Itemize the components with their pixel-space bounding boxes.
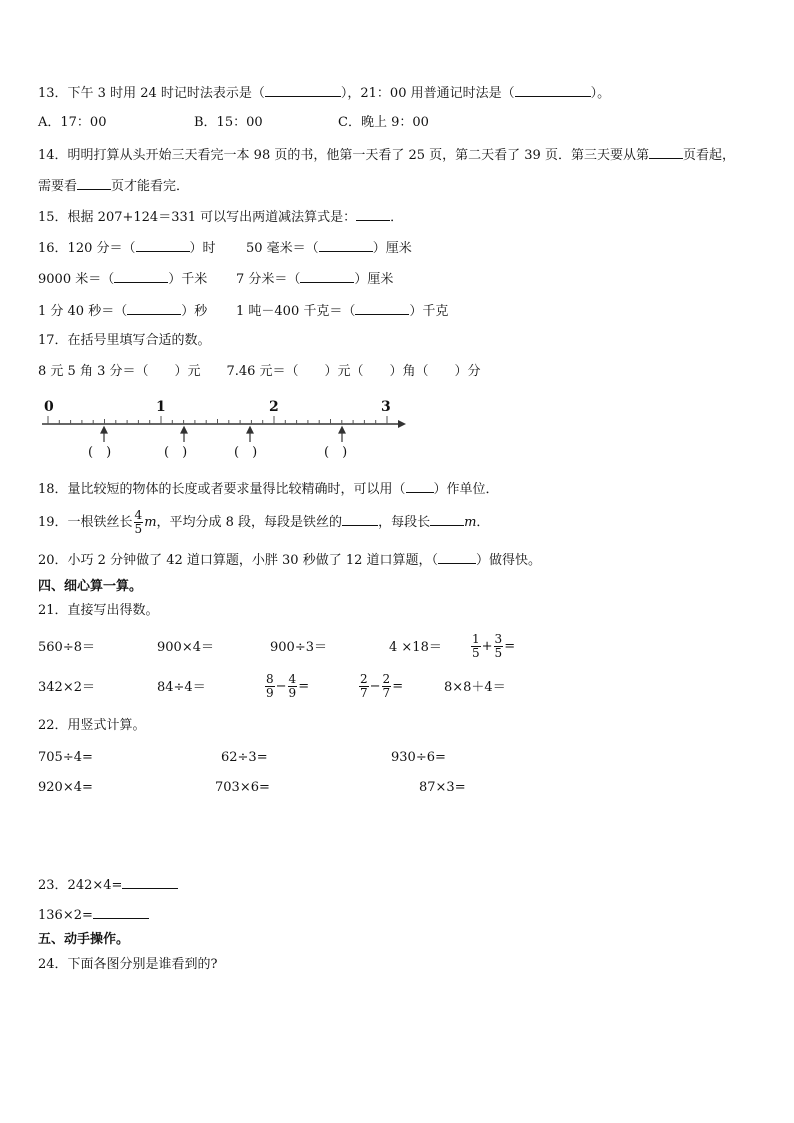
fraction-denominator: 9 xyxy=(266,686,274,700)
q16-text: 1 分 40 秒＝（ xyxy=(38,304,128,319)
equals-sign: = xyxy=(298,679,310,694)
answer-blank[interactable] xyxy=(300,270,354,283)
q13-option-b[interactable]: B．15：00 xyxy=(194,115,263,130)
fraction-denominator: 7 xyxy=(360,686,368,700)
calc-item: 342×2＝ xyxy=(38,680,95,695)
fraction-denominator: 5 xyxy=(134,522,143,536)
fraction-denominator: 7 xyxy=(382,686,391,700)
marker-arrow-head xyxy=(339,427,345,433)
answer-blank[interactable] xyxy=(114,270,168,283)
q13-text-a: 13．下午 3 时用 24 时记时法表示是（ xyxy=(38,86,265,101)
fraction-denominator: 5 xyxy=(494,646,503,660)
q14-text-a: 14．明明打算从头开始三天看完一本 98 页的书，他第一天看了 25 页，第二天看了 39 页．第三天要从第 xyxy=(38,148,649,163)
answer-paren[interactable]: ( ) xyxy=(234,445,258,460)
calc-item: 900÷3＝ xyxy=(270,640,327,655)
q13-text-c: ）。 xyxy=(590,86,611,101)
fraction-numerator: 4 xyxy=(288,672,297,686)
fraction xyxy=(494,633,504,660)
q18-line xyxy=(38,480,499,498)
q23-line2 xyxy=(38,906,149,924)
q15-text-a: 15．根据 207+124＝331 可以写出两道减法算式是： xyxy=(38,210,357,225)
q14-line1 xyxy=(38,146,735,164)
arrow-markers xyxy=(101,427,345,442)
answer-blank[interactable] xyxy=(127,302,181,315)
fraction xyxy=(471,633,481,660)
fraction-numerator: 2 xyxy=(382,672,391,686)
fraction-numerator: 8 xyxy=(266,672,274,686)
fraction xyxy=(288,673,298,700)
q20-text: ）做得快。 xyxy=(476,553,542,568)
q13-option-c[interactable]: C．晚上 9：00 xyxy=(338,115,429,130)
vertical-calc-item: 920×4= xyxy=(38,780,93,795)
q14-line2 xyxy=(38,177,189,195)
axis-arrow xyxy=(398,420,406,428)
q17-money-line: 8 元 5 角 3 分＝（ ）元 7.46 元＝（ ）元（ ）角（ ）分 xyxy=(38,364,481,379)
calc-item: 84÷4＝ xyxy=(157,680,206,695)
q16-text: 50 毫米＝（ xyxy=(246,241,319,256)
marker-arrow-head xyxy=(247,427,253,433)
answer-blank[interactable] xyxy=(319,239,373,252)
operator: − xyxy=(275,679,287,694)
q16-row1 xyxy=(38,239,216,257)
answer-blank[interactable] xyxy=(430,513,464,526)
unit: m xyxy=(144,515,157,530)
answer-paren[interactable]: ( ) xyxy=(88,445,112,460)
fraction-numerator: 2 xyxy=(360,672,368,686)
equals-sign: = xyxy=(504,639,516,654)
q21-title: 21．直接写出得数。 xyxy=(38,603,159,618)
calc-item: 4 ×18＝ xyxy=(389,640,442,655)
q16-row2 xyxy=(38,270,207,288)
vertical-calc-item: 705÷4= xyxy=(38,750,93,765)
answer-blank[interactable] xyxy=(649,146,683,159)
answer-blank[interactable] xyxy=(438,551,476,564)
q23-text: 23．242×4= xyxy=(38,878,123,893)
q16-row3 xyxy=(38,302,207,320)
q16-row1-b xyxy=(246,239,412,257)
fraction-numerator: 4 xyxy=(134,508,143,522)
q19-text: 19．一根铁丝长 xyxy=(38,515,133,530)
fraction xyxy=(382,673,392,700)
q13-option-a[interactable]: A．17：00 xyxy=(38,115,107,130)
number-line-labels xyxy=(44,399,391,415)
q20-line xyxy=(38,551,541,569)
fraction-numerator: 1 xyxy=(472,632,480,646)
q20-text: 20．小巧 2 分钟做了 42 道口算题，小胖 30 秒做了 12 道口算题，（ xyxy=(38,553,438,568)
answer-blank[interactable] xyxy=(515,84,591,97)
calc-fraction-item xyxy=(470,632,515,662)
q14-text-d: 页才能看完． xyxy=(111,179,190,194)
q18-text: ）作单位． xyxy=(433,482,499,497)
q14-text-c: 需要看 xyxy=(38,179,78,194)
answer-blank[interactable] xyxy=(355,302,409,315)
operator: + xyxy=(481,639,493,654)
q14-text-b: 页看起， xyxy=(682,148,735,163)
fraction-denominator: 5 xyxy=(472,646,480,660)
tick-label: 3 xyxy=(381,399,391,415)
fraction xyxy=(134,509,144,536)
q19-line xyxy=(38,509,489,537)
q16-text: 9000 米＝（ xyxy=(38,272,115,287)
marker-arrow-head xyxy=(181,427,187,433)
fraction-numerator: 3 xyxy=(494,632,503,646)
vertical-calc-item: 703×6= xyxy=(215,780,270,795)
q16-text: ）时 xyxy=(189,241,216,256)
q16-text: 1 吨－400 千克＝（ xyxy=(236,304,356,319)
q19-text: ，每段长 xyxy=(378,515,431,530)
fraction xyxy=(359,673,369,700)
q15-text-b: ． xyxy=(390,210,404,225)
calc-item: 560÷8＝ xyxy=(38,640,95,655)
vertical-calc-item: 930÷6= xyxy=(391,750,446,765)
q19-text: ，平均分成 8 段，每段是铁丝的 xyxy=(156,515,343,530)
number-line xyxy=(36,394,416,464)
q16-row3-b xyxy=(236,302,448,320)
fraction-denominator: 9 xyxy=(288,686,297,700)
answer-paren[interactable]: ( ) xyxy=(324,445,348,460)
fraction xyxy=(265,673,275,700)
equals-sign: = xyxy=(392,679,404,694)
q16-text: 16．120 分＝（ xyxy=(38,241,136,256)
answer-paren[interactable]: ( ) xyxy=(164,445,188,460)
q23-text: 136×2= xyxy=(38,908,93,923)
q16-text: ）千米 xyxy=(168,272,208,287)
unit: m xyxy=(464,515,477,530)
answer-blank[interactable] xyxy=(77,177,111,190)
section-heading: 五、动手操作。 xyxy=(38,932,130,947)
q16-text: 7 分米＝（ xyxy=(236,272,301,287)
q24-title: 24．下面各图分别是谁看到的? xyxy=(38,957,218,972)
answer-blank[interactable] xyxy=(136,239,190,252)
q13-line xyxy=(38,84,610,102)
q16-text: ）厘米 xyxy=(354,272,394,287)
q22-title: 22．用竖式计算。 xyxy=(38,718,146,733)
q16-text: ）秒 xyxy=(181,304,208,319)
calc-fraction-item xyxy=(264,672,309,702)
vertical-calc-item: 62÷3= xyxy=(221,750,268,765)
answer-parens xyxy=(88,445,347,460)
section-heading: 四、细心算一算。 xyxy=(38,579,143,594)
answer-blank[interactable] xyxy=(265,84,341,97)
q23-line1 xyxy=(38,876,178,894)
q19-text: ． xyxy=(476,515,490,530)
tick-label: 0 xyxy=(44,399,54,415)
tick-label: 1 xyxy=(156,399,166,415)
tick-label: 2 xyxy=(269,399,279,415)
answer-blank[interactable] xyxy=(122,876,178,889)
answer-blank[interactable] xyxy=(342,513,378,526)
marker-arrow-head xyxy=(101,427,107,433)
q15-line xyxy=(38,208,403,226)
q16-text: ）千克 xyxy=(409,304,449,319)
vertical-calc-item: 87×3= xyxy=(419,780,466,795)
calc-item: 8×8＋4＝ xyxy=(444,680,506,695)
answer-blank[interactable] xyxy=(93,906,149,919)
calc-item: 900×4＝ xyxy=(157,640,214,655)
calc-fraction-item xyxy=(358,672,403,702)
tick-group xyxy=(48,416,387,424)
q16-row2-b xyxy=(236,270,393,288)
q13-text-b: ），21：00 用普通记时法是（ xyxy=(340,86,515,101)
q18-text: 18．量比较短的物体的长度或者要求量得比较精确时，可以用（ xyxy=(38,482,406,497)
operator: − xyxy=(369,679,381,694)
q16-text: ）厘米 xyxy=(372,241,412,256)
answer-blank[interactable] xyxy=(356,208,390,221)
q17-title: 17．在括号里填写合适的数。 xyxy=(38,333,211,348)
answer-blank[interactable] xyxy=(406,480,434,493)
